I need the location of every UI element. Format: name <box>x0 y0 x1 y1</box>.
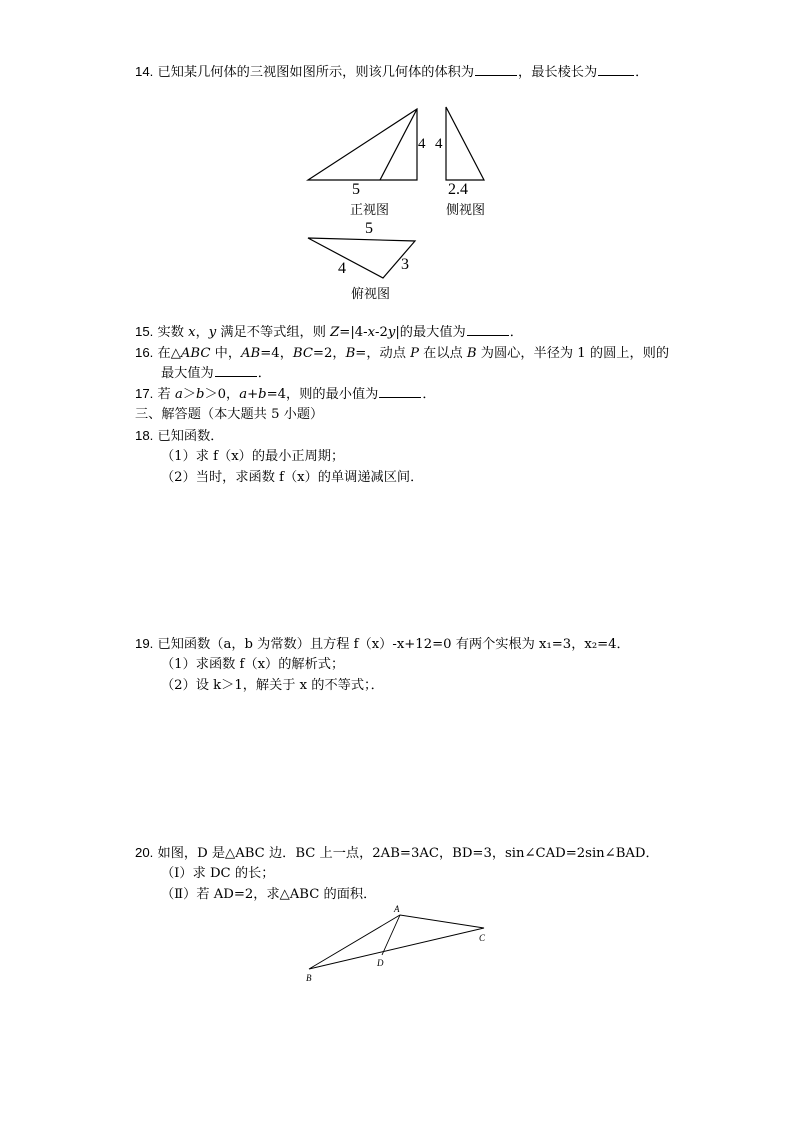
front-view-caption: 正视图 <box>350 203 390 218</box>
question-19-part1: （1）求函数 f（x）的解析式； <box>161 657 345 672</box>
question-text: ， <box>195 325 209 340</box>
question-19-part2: （2）设 k＞1，解关于 x 的不等式；． <box>161 678 384 693</box>
answer-blank[interactable] <box>379 384 421 398</box>
question-text: =4， <box>260 346 293 361</box>
question-text: =，动点 <box>355 346 411 361</box>
answer-blank[interactable] <box>467 322 509 336</box>
segment-ad <box>382 915 400 955</box>
question-number: 20. <box>135 845 154 860</box>
question-text: =4，则的最小值为 <box>266 387 379 402</box>
point-d-label: D <box>377 958 384 968</box>
top-left-label: 4 <box>338 260 346 277</box>
question-text: =2， <box>312 346 346 361</box>
question-text: 在以点 <box>418 346 467 361</box>
point-b-label: B <box>306 973 312 983</box>
var-z: Z <box>330 325 340 340</box>
var-b: b <box>258 387 267 402</box>
question-text: 若 <box>157 387 175 402</box>
question-text: + <box>247 387 259 402</box>
var-x: x <box>367 325 376 340</box>
question-16-line2 <box>161 363 271 384</box>
var-ab: AB <box>241 346 261 361</box>
top-length-label: 5 <box>365 220 373 237</box>
question-number: 15. <box>135 324 154 339</box>
answer-blank[interactable] <box>215 363 257 377</box>
top-view-triangle <box>308 238 415 278</box>
var-a: a <box>174 387 183 402</box>
top-view-caption: 俯视图 <box>351 287 391 302</box>
top-right-label: 3 <box>401 256 409 273</box>
question-text: |的最大值为 <box>395 325 466 340</box>
question-number: 16. <box>135 345 154 360</box>
var-a: a <box>239 387 248 402</box>
question-number: 17. <box>135 386 154 401</box>
question-text: 实数 <box>157 325 189 340</box>
question-18 <box>135 426 223 447</box>
question-20 <box>135 843 659 864</box>
question-text: 已知函数（a，b 为常数）且方程 f（x）-x+12=0 有两个实根为 x₁=3，x₂=4． <box>157 637 630 652</box>
question-16 <box>135 343 669 364</box>
front-height-label: 4 <box>418 136 426 152</box>
question-text: ，最长棱长为 <box>518 65 598 80</box>
question-text: ． <box>509 325 523 340</box>
question-text: 如图，D 是△ABC 边．BC 上一点，2AB=3AC，BD=3，sin∠CAD=2sin∠BAD． <box>157 846 659 861</box>
var-b: B <box>466 346 477 361</box>
question-text: 最大值为 <box>161 366 214 381</box>
question-text: 为圆心，半径为 1 的圆上，则的 <box>476 346 670 361</box>
var-b: B <box>345 346 356 361</box>
question-number: 18. <box>135 428 154 443</box>
var-bc: BC <box>292 346 313 361</box>
front-view-inner-line <box>380 109 417 180</box>
var-abc: ABC <box>180 346 211 361</box>
side-width-label: 2.4 <box>448 181 468 198</box>
question-18-part2: （2）当时，求函数 f（x）的单调递减区间． <box>161 470 424 485</box>
point-c-label: C <box>479 933 486 943</box>
question-text: ＞ <box>182 387 196 402</box>
side-view-caption: 侧视图 <box>446 203 486 218</box>
front-width-label: 5 <box>352 181 360 198</box>
side-height-label: 4 <box>435 136 443 152</box>
question-number: 19. <box>135 636 154 651</box>
question-20-part1: （Ⅰ）求 DC 的长； <box>161 866 275 881</box>
var-y: y <box>387 325 396 340</box>
front-view-triangle <box>308 109 417 180</box>
question-19 <box>135 634 630 655</box>
question-text: 在△ <box>157 346 181 361</box>
question-text: ＞0， <box>204 387 240 402</box>
question-18-part1: （1）求 f（x）的最小正周期； <box>161 449 345 464</box>
question-text: -2 <box>375 325 388 340</box>
question-15 <box>135 322 523 343</box>
var-x: x <box>188 325 196 340</box>
var-y: y <box>208 325 217 340</box>
point-a-label: A <box>394 904 400 914</box>
var-b: b <box>196 387 205 402</box>
section-heading: 三、解答题（本大题共 5 小题） <box>135 407 324 422</box>
question-text: ． <box>635 65 649 80</box>
question-text: 中， <box>210 346 242 361</box>
question-number: 14. <box>135 64 154 79</box>
question-20-part2: （Ⅱ）若 AD=2，求△ABC 的面积． <box>161 887 377 902</box>
question-text: ． <box>422 387 436 402</box>
question-text: =|4- <box>339 325 368 340</box>
side-view-triangle <box>446 107 484 180</box>
question-text: ． <box>257 366 271 381</box>
question-text: 满足不等式组，则 <box>216 325 331 340</box>
question-17 <box>135 384 436 405</box>
question-text: 已知函数． <box>157 429 224 444</box>
question-text: 已知某几何体的三视图如图所示，则该几何体的体积为 <box>157 65 475 80</box>
var-p: P <box>410 346 419 361</box>
